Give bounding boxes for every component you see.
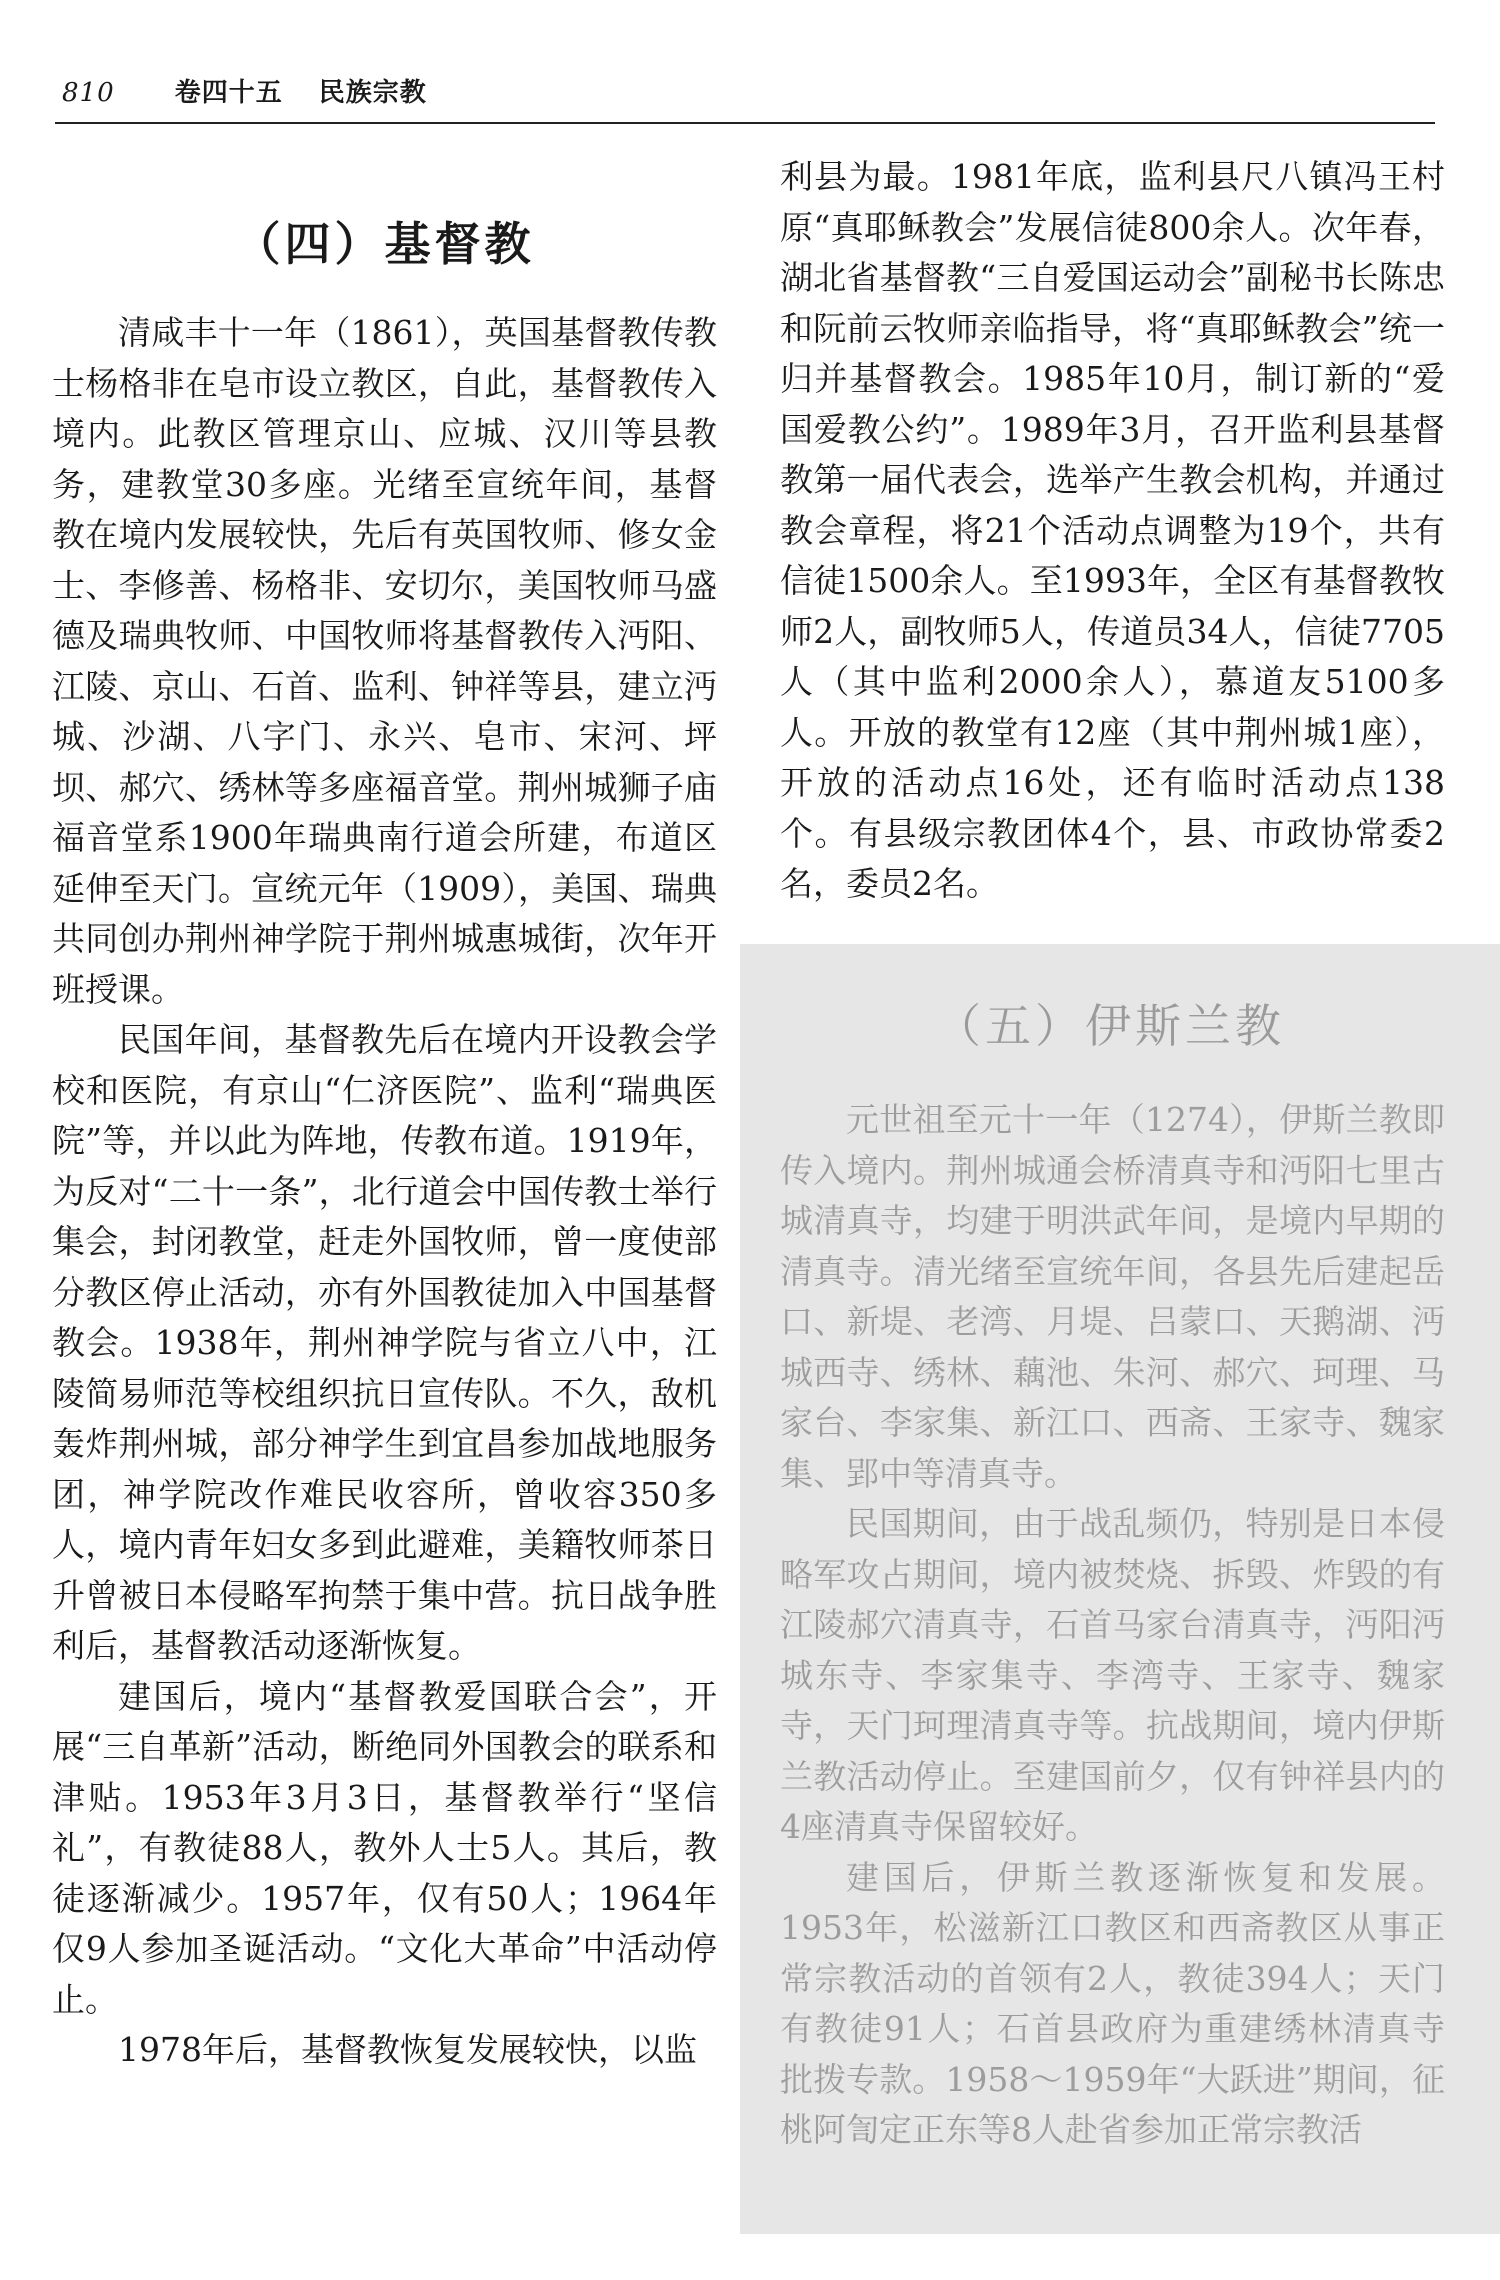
section-title-islam: （五）伊斯兰教 [935,999,1285,1053]
header-rule [55,122,1435,124]
section-label: 民族宗教 [318,78,427,108]
section-title-christianity: （四）基督教 [234,217,535,271]
page-number: 810 [62,78,115,108]
paragraph: 元世祖至元十一年（1274），伊斯兰教即传入境内。荆州城通会桥清真寺和沔阳七里古城清真寺，均建于明洪武年间，是境内早期的清真寺。清光绪至宣统年间，各县先后建起岳口、新堤、老湾、月堤、吕蒙口、天鹅湖、沔城西寺、绣林、藕池、朱河、郝穴、珂理、马家台、李家集、新江口、西斋、王家寺、魏家集、郢中等清真寺。 [780,1100,1445,1493]
paragraph: 清咸丰十一年（1861），英国基督教传教士杨格非在皂市设立教区，自此，基督教传入境内。此教区管理京山、应城、汉川等县教务，建教堂30多座。光绪至宣统年间，基督教在境内发展较快，先后有英国牧师、修女金士、李修善、杨格非、安切尔，美国牧师马盛德及瑞典牧师、中国牧师将基督教传入沔阳、江陵、京山、石首、监利、钟祥等县，建立沔城、沙湖、八字门、永兴、皂市、宋河、坪坝、郝穴、绣林等多座福音堂。荆州城狮子庙福音堂系1900年瑞典南行道会所建，布道区延伸至天门。宣统元年（1909），美国、瑞典共同创办荆州神学院于荆州城惠城街，次年开班授课。 [52,313,717,1009]
paragraph: 1978年后，基督教恢复发展较快，以监 [118,2030,697,2069]
right-column-bottom [780,1095,1445,2156]
page-header [62,72,427,109]
paragraph: 民国年间，基督教先后在境内开设教会学校和医院，有京山“仁济医院”、监利“瑞典医院”等，并以此为阵地，传教布道。1919年，为反对“二十一条”，北行道会中国传教士举行集会，封闭教堂，赶走外国牧师，曾一度使部分教区停止活动，亦有外国教徒加入中国基督教会。1938年，荆州神学院与省立八中，江陵简易师范等校组织抗日宣传队。不久，敌机轰炸荆州城，部分神学生到宜昌参加战地服务团，神学院改作难民收容所，曾收容350多人，境内青年妇女多到此避难，美籍牧师茶日升曾被日本侵略军拘禁于集中营。抗日战争胜利后，基督教活动逐渐恢复。 [52,1020,717,1665]
paragraph: 民国期间，由于战乱频仍，特别是日本侵略军攻占期间，境内被焚烧、拆毁、炸毁的有江陵郝穴清真寺，石首马家台清真寺，沔阳沔城东寺、李家集寺、李湾寺、王家寺、魏家寺，天门珂理清真寺等。抗战期间，境内伊斯兰教活动停止。至建国前夕，仅有钟祥县内的4座清真寺保留较好。 [780,1504,1445,1846]
paragraph: 建国后，境内“基督教爱国联合会”，开展“三自革新”活动，断绝同外国教会的联系和津贴。1953年3月3日，基督教举行“坚信礼”，有教徒88人，教外人士5人。其后，教徒逐渐减少。1957年，仅有50人；1964年仅9人参加圣诞活动。“文化大革命”中活动停止。 [52,1676,717,2019]
chapter-label: 卷四十五 [174,78,283,108]
left-column [52,308,717,2076]
right-column-top [780,152,1445,910]
paragraph-continuation: 利县为最。1981年底，监利县尺八镇冯王村原“真耶稣教会”发展信徒800余人。次年春，湖北省基督教“三自爱国运动会”副秘书长陈忠和阮前云牧师亲临指导，将“真耶稣教会”统一归并基督教会。1985年10月，制订新的“爱国爱教公约”。1989年3月，召开监利县基督教第一届代表会，选举产生教会机构，并通过教会章程，将21个活动点调整为19个，共有信徒1500余人。至1993年，全区有基督教牧师2人，副牧师5人，传道员34人，信徒7705人（其中监利2000余人），慕道友5100多人。开放的教堂有12座（其中荆州城1座），开放的活动点16处，还有临时活动点138个。有县级宗教团体4个，县、市政协常委2名，委员2名。 [780,157,1445,903]
paragraph: 建国后，伊斯兰教逐渐恢复和发展。1953年，松滋新江口教区和西斋教区从事正常宗教活动的首领有2人，教徒394人；天门有教徒91人；石首县政府为重建绣林清真寺批拨专款。1958～1959年“大跃进”期间，征桃阿訇定正东等8人赴省参加正常宗教活 [780,1857,1445,2149]
